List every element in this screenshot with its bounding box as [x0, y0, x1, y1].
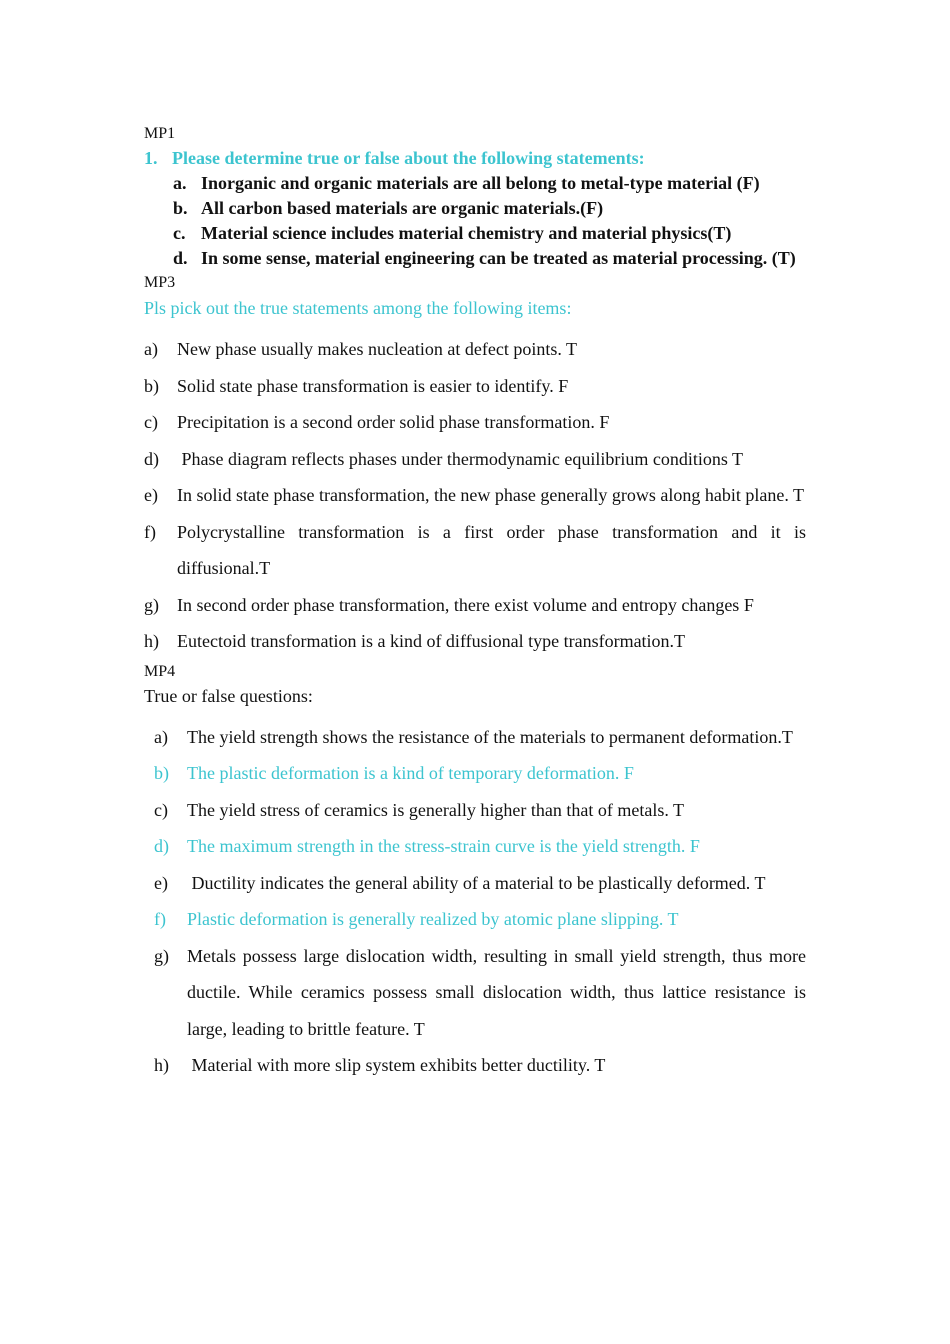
list-marker: d.	[173, 248, 188, 268]
list-item	[144, 587, 806, 624]
list-item-text: In solid state phase transformation, the new phase generally grows along habit plane. T	[177, 485, 804, 505]
list-item	[173, 246, 806, 271]
list-item	[173, 221, 806, 246]
list-item-text: The maximum strength in the stress-strain curve is the yield strength. F	[187, 836, 700, 856]
list-item	[144, 477, 806, 514]
list-item	[144, 865, 806, 902]
list-marker: c)	[144, 412, 158, 432]
list-marker: f)	[154, 909, 166, 929]
list-item-text: Plastic deformation is generally realized by atomic plane slipping. T	[187, 909, 679, 929]
question-number: 1.	[144, 148, 158, 168]
section-mp4	[144, 660, 806, 1084]
section-label-mp3: MP3	[144, 274, 176, 291]
list-item	[144, 938, 806, 1048]
list-marker: g)	[144, 594, 159, 615]
list-marker: d)	[154, 836, 169, 856]
list-item-text: Material science includes material chemistry and material physics(T)	[201, 223, 732, 243]
list-marker: c)	[154, 799, 168, 820]
document-page	[144, 122, 806, 1084]
list-item-text: Precipitation is a second order solid phase transformation. F	[177, 412, 610, 432]
statement-list-mp4	[144, 719, 806, 1084]
list-item	[144, 901, 806, 938]
section-mp3	[144, 271, 806, 660]
section-label-mp1: MP1	[144, 125, 176, 142]
list-item-text: Metals possess large dislocation width, resulting in small yield strength, thus more ductile. While ceramics possess small dislocation width, thus lattice resistance is large, leading to brittle feature. T	[187, 945, 806, 1039]
list-item	[173, 171, 806, 196]
list-item	[144, 828, 806, 865]
question-title-mp4: True or false questions:	[144, 685, 313, 706]
list-marker: g)	[154, 945, 169, 966]
list-item-text: In second order phase transformation, there exist volume and entropy changes F	[177, 594, 754, 615]
list-item	[173, 196, 806, 221]
section-label-mp4: MP4	[144, 662, 176, 680]
statement-list-mp3	[144, 331, 806, 660]
list-marker: e)	[144, 485, 158, 505]
list-marker: a)	[144, 339, 158, 359]
list-item	[144, 404, 806, 441]
list-marker: b.	[173, 198, 188, 218]
list-item-text: Polycrystalline transformation is a first order phase transformation and it is diffusional.T	[177, 521, 806, 578]
list-marker: a)	[154, 726, 168, 747]
list-item	[144, 792, 806, 829]
list-marker: b)	[154, 763, 169, 783]
list-item-text: The plastic deformation is a kind of temporary deformation. F	[187, 763, 634, 783]
list-item-text: Solid state phase transformation is easier to identify. F	[177, 375, 569, 396]
question-title-mp1	[144, 146, 806, 171]
list-marker: c.	[173, 223, 186, 243]
list-item	[144, 368, 806, 405]
question-text: Please determine true or false about the following statements:	[172, 148, 645, 168]
list-marker: h)	[144, 631, 159, 651]
list-item	[144, 331, 806, 368]
list-marker: a.	[173, 173, 187, 193]
list-item-text: Eutectoid transformation is a kind of diffusional type transformation.T	[177, 631, 686, 651]
list-item	[144, 441, 806, 478]
list-item-text: The yield strength shows the resistance of the materials to permanent deformation.T	[187, 726, 793, 747]
list-item	[144, 623, 806, 660]
list-item	[144, 719, 806, 756]
list-item	[144, 514, 806, 587]
list-item-text: Inorganic and organic materials are all belong to metal-type material (F)	[201, 173, 760, 193]
list-item-text: The yield stress of ceramics is generally higher than that of metals. T	[187, 799, 685, 820]
statement-list-mp1	[144, 171, 806, 271]
list-item	[144, 1047, 806, 1084]
list-marker: f)	[144, 521, 156, 542]
list-item-text: In some sense, material engineering can be treated as material processing. (T)	[201, 248, 796, 268]
list-marker: h)	[154, 1055, 169, 1075]
question-title-mp3: Pls pick out the true statements among the following items:	[144, 298, 572, 318]
list-marker: d)	[144, 448, 159, 469]
list-item-text: Ductility indicates the general ability of a material to be plastically deformed. T	[187, 872, 766, 893]
list-item-text: Material with more slip system exhibits better ductility. T	[187, 1055, 606, 1075]
list-item-text: Phase diagram reflects phases under thermodynamic equilibrium conditions T	[177, 448, 744, 469]
section-mp1	[144, 122, 806, 271]
list-marker: e)	[154, 872, 168, 893]
list-marker: b)	[144, 375, 159, 396]
list-item-text: All carbon based materials are organic materials.(F)	[201, 198, 604, 218]
list-item	[144, 755, 806, 792]
list-item-text: New phase usually makes nucleation at defect points. T	[177, 339, 578, 359]
